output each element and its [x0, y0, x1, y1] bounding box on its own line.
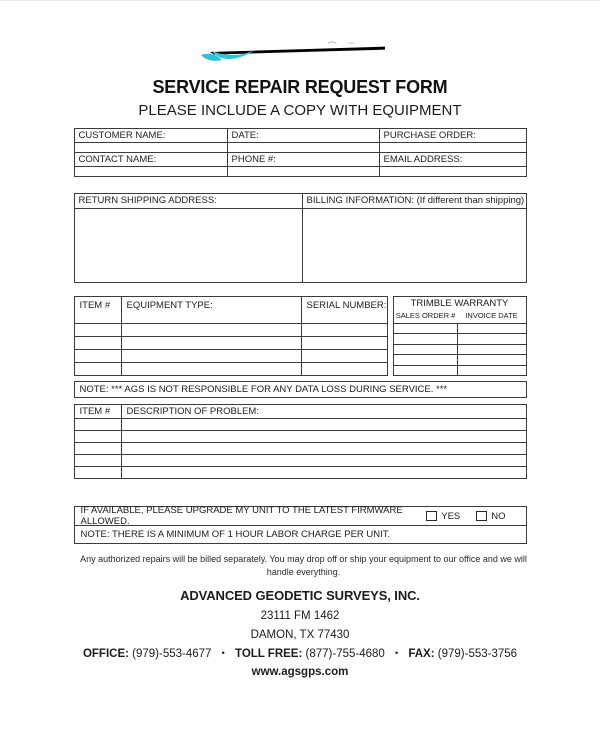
tollfree-phone: (877)-755-4680 — [305, 648, 385, 660]
yes-label: YES — [441, 510, 461, 522]
serial-field — [302, 337, 387, 349]
purchase-order-cell — [380, 129, 526, 142]
item-field — [75, 350, 122, 362]
sales-order-field — [394, 355, 458, 364]
serial-field — [302, 350, 387, 362]
warranty-row — [394, 366, 526, 375]
firmware-upgrade-row — [75, 507, 526, 526]
invoice-date-field — [458, 345, 526, 354]
warranty-row — [394, 355, 526, 365]
company-address-line1: 23111 FM 1462 — [260, 610, 340, 622]
shipping-address-column — [75, 194, 303, 282]
contact-entry-row — [75, 167, 526, 176]
purchase-order-label: PURCHASE ORDER: — [383, 130, 476, 141]
invoice-date-field — [458, 355, 526, 364]
problem-item-field — [75, 443, 122, 454]
type-header-label: EQUIPMENT TYPE: — [126, 300, 213, 311]
contact-labels-row — [75, 153, 526, 167]
item-field — [75, 363, 122, 375]
sales-order-field — [394, 345, 458, 354]
sales-order-field — [394, 366, 458, 375]
warranty-header — [394, 297, 526, 324]
shipping-address-field — [75, 209, 302, 282]
problem-row — [75, 467, 526, 478]
labor-charge-note: NOTE: THERE IS A MINIMUM OF 1 HOUR LABOR CHARGE PER UNIT. — [80, 529, 391, 540]
serial-field — [302, 363, 387, 375]
problem-description-field — [122, 443, 526, 454]
equipment-table — [74, 296, 388, 376]
office-label: OFFICE: — [82, 648, 129, 660]
yes-checkbox[interactable] — [426, 511, 437, 521]
invoice-date-field — [458, 324, 526, 333]
problem-row — [75, 455, 526, 467]
problem-table — [74, 404, 527, 479]
sales-order-field — [394, 324, 458, 333]
problem-description-field — [122, 431, 526, 442]
problem-description-field — [122, 467, 526, 478]
type-field — [122, 324, 302, 336]
firmware-no-option — [476, 511, 505, 522]
equipment-section — [74, 296, 527, 376]
type-field — [122, 363, 302, 375]
problem-description-field — [122, 419, 526, 430]
invoice-date-header-label: INVOICE DATE — [465, 311, 518, 320]
problem-item-field — [75, 419, 122, 430]
item-field — [75, 324, 122, 336]
separator-dot: • — [395, 648, 399, 658]
customer-labels-row — [75, 129, 526, 143]
problem-header-row — [75, 405, 526, 419]
logo-swoosh-icon — [198, 37, 390, 65]
phone-label: PHONE #: — [231, 154, 276, 165]
repair-disclaimer: Any authorized repairs will be billed separately. You may drop off or ship your equipment to our office and we will handle everything. — [80, 554, 527, 577]
date-cell — [228, 129, 380, 142]
problem-row — [75, 443, 526, 455]
equipment-row — [75, 324, 387, 337]
email-cell — [380, 153, 526, 166]
item-field — [75, 337, 122, 349]
warranty-subheader-row — [394, 310, 526, 321]
problem-item-header-cell — [75, 405, 122, 418]
problem-description-field — [122, 455, 526, 466]
phone-cell — [228, 153, 380, 166]
warranty-row — [394, 345, 526, 355]
item-header-cell — [75, 297, 122, 323]
serial-header-label: SERIAL NUMBER: — [306, 300, 387, 311]
customer-info-table — [74, 128, 527, 177]
company-phones-line — [74, 648, 527, 660]
problem-item-field — [75, 431, 122, 442]
sales-order-header-label: SALES ORDER # — [395, 311, 456, 320]
problem-description-header-cell — [122, 405, 526, 418]
fax-label: FAX: — [408, 648, 435, 660]
billing-info-label: BILLING INFORMATION: (If different than shipping) — [303, 194, 526, 209]
purchase-order-field — [380, 143, 526, 152]
billing-info-field — [303, 209, 526, 282]
customer-name-field — [75, 143, 228, 152]
contact-name-label: CONTACT NAME: — [78, 154, 157, 165]
data-loss-note: NOTE: *** AGS IS NOT RESPONSIBLE FOR ANY DATA LOSS DURING SERVICE. *** — [74, 381, 527, 398]
contact-name-field — [75, 167, 228, 176]
invoice-date-field — [458, 366, 526, 375]
form-body — [74, 128, 527, 678]
tollfree-label: TOLL FREE: — [235, 648, 303, 660]
equipment-row — [75, 363, 387, 375]
type-header-cell — [122, 297, 302, 323]
warranty-title-label: TRIMBLE WARRANTY — [410, 298, 509, 309]
firmware-yes-option — [426, 511, 460, 522]
office-phone: (979)-553-4677 — [132, 648, 212, 660]
problem-row — [75, 431, 526, 443]
email-field — [380, 167, 526, 176]
contact-name-cell — [75, 153, 228, 166]
problem-item-field — [75, 467, 122, 478]
customer-name-cell — [75, 129, 228, 142]
serial-header-cell — [302, 297, 387, 323]
equipment-row — [75, 350, 387, 363]
date-label: DATE: — [231, 130, 259, 141]
problem-item-header-label: ITEM # — [79, 406, 111, 417]
serial-field — [302, 324, 387, 336]
no-checkbox[interactable] — [476, 511, 487, 521]
warranty-row — [394, 334, 526, 344]
type-field — [122, 350, 302, 362]
company-name: ADVANCED GEODETIC SURVEYS, INC. — [180, 588, 420, 603]
shipping-address-label: RETURN SHIPPING ADDRESS: — [75, 194, 302, 209]
problem-description-header-label: DESCRIPTION OF PROBLEM: — [126, 406, 259, 417]
form-title: SERVICE REPAIR REQUEST FORM — [152, 77, 448, 97]
invoice-date-field — [458, 334, 526, 343]
customer-name-label: CUSTOMER NAME: — [78, 130, 166, 141]
separator-dot: • — [221, 648, 225, 658]
fax-phone: (979)-553-3756 — [437, 648, 518, 660]
phone-field — [228, 167, 380, 176]
company-logo — [198, 37, 390, 65]
warranty-table — [393, 296, 527, 376]
firmware-table — [74, 506, 527, 544]
item-header-label: ITEM # — [79, 300, 111, 311]
form-subtitle: PLEASE INCLUDE A COPY WITH EQUIPMENT — [138, 102, 462, 119]
equipment-row — [75, 337, 387, 350]
date-field — [228, 143, 380, 152]
address-table — [74, 193, 527, 283]
customer-entry-row — [75, 143, 526, 153]
billing-info-column — [303, 194, 526, 282]
company-address-line2: DAMON, TX 77430 — [250, 629, 350, 641]
no-label: NO — [491, 510, 506, 522]
email-label: EMAIL ADDRESS: — [383, 154, 463, 165]
equipment-header-row — [75, 297, 387, 324]
firmware-upgrade-label: IF AVAILABLE, PLEASE UPGRADE MY UNIT TO THE LATEST FIRMWARE ALLOWED. — [80, 505, 403, 527]
type-field — [122, 337, 302, 349]
problem-row — [75, 419, 526, 431]
warranty-row — [394, 324, 526, 334]
company-website: www.agsgps.com — [251, 666, 349, 678]
problem-item-field — [75, 455, 122, 466]
sales-order-field — [394, 334, 458, 343]
